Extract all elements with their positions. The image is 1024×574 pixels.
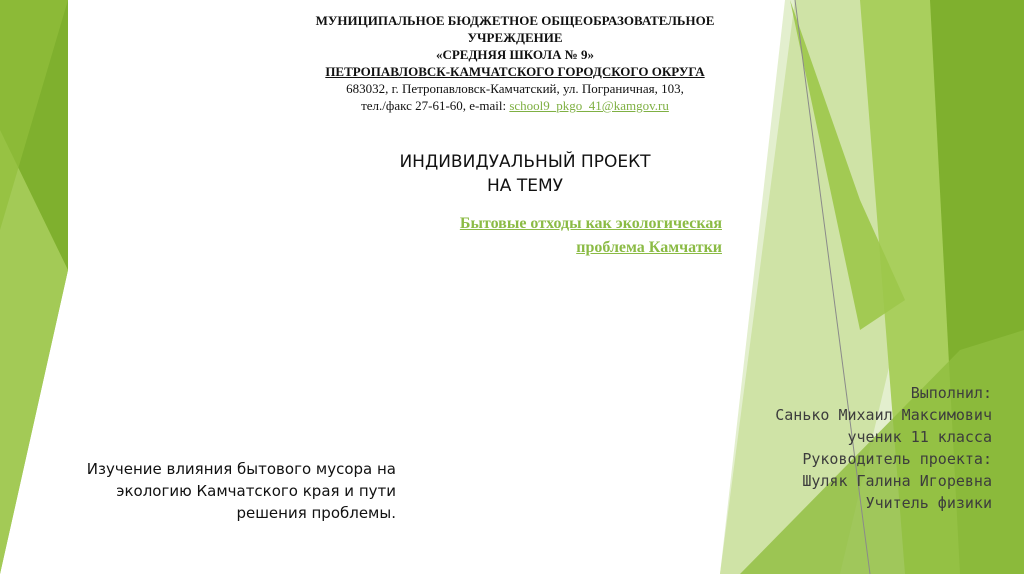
authors-line-6: Учитель физики [865, 494, 992, 512]
header-address: 683032, г. Петропавловск-Камчатский, ул. Пограничная, 103, [346, 81, 684, 96]
header-line-4: ПЕТРОПАВЛОВСК-КАМЧАТСКОГО ГОРОДСКОГО ОКРУГА [325, 64, 705, 79]
theme-line-1: Бытовые отходы как экологическая [459, 215, 722, 232]
authors-line-2: Санько Михаил Максимович [775, 406, 992, 424]
email-link[interactable]: school9_pkgo_41@kamgov.ru [509, 98, 669, 113]
project-title-line-2: НА ТЕМУ [487, 176, 563, 196]
authors-line-1: Выполнил: [910, 384, 992, 402]
authors-line-5: Шуляк Галина Игоревна [802, 472, 992, 490]
header-line-2: УЧРЕЖДЕНИЕ [467, 30, 563, 45]
project-theme-link[interactable] [330, 212, 722, 260]
study-description [30, 458, 396, 524]
authors-block [640, 382, 992, 514]
study-line-2: экологию Камчатского края и пути [116, 482, 396, 500]
project-title [330, 150, 720, 198]
contact-prefix: тел./факс 27-61-60, e-mail: [361, 98, 510, 113]
authors-line-4: Руководитель проекта: [802, 450, 992, 468]
school-header [240, 12, 790, 114]
header-line-3: «СРЕДНЯЯ ШКОЛА № 9» [435, 47, 595, 62]
project-title-line-1: ИНДИВИДУАЛЬНЫЙ ПРОЕКТ [399, 152, 651, 172]
study-line-1: Изучение влияния бытового мусора на [86, 460, 396, 478]
header-line-1: МУНИЦИПАЛЬНОЕ БЮДЖЕТНОЕ ОБЩЕОБРАЗОВАТЕЛЬНОЕ [315, 13, 715, 28]
theme-line-2: проблема Камчатки [576, 239, 722, 256]
header-contact [240, 97, 790, 114]
authors-line-3: ученик 11 класса [847, 428, 992, 446]
study-line-3: решения проблемы. [236, 504, 396, 522]
